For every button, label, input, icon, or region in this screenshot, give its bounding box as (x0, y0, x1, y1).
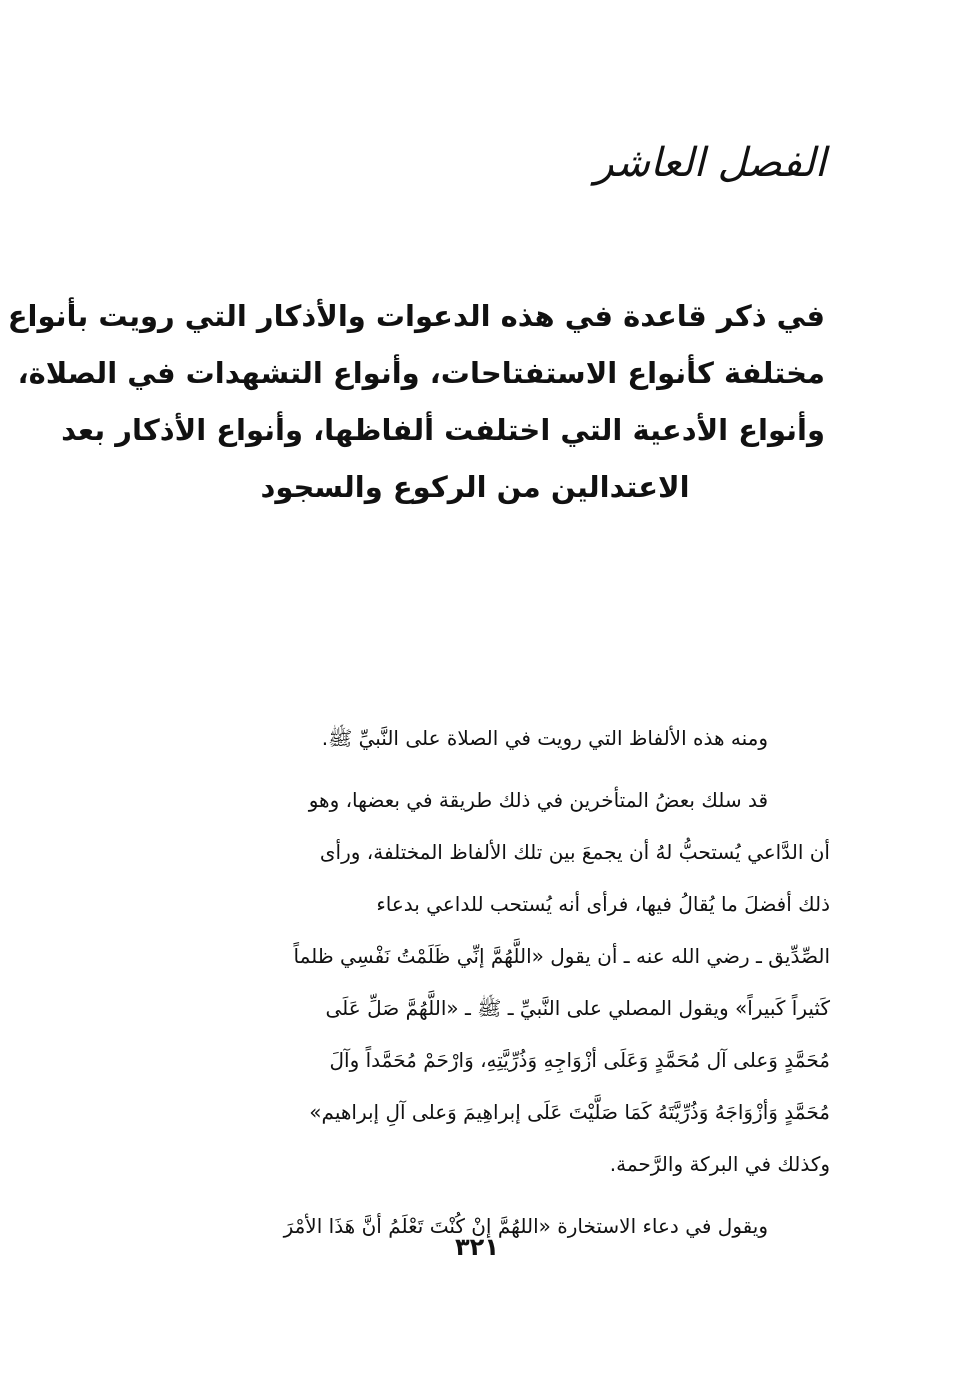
heading-line: الاعتدالين من الركوع والسجود (260, 470, 690, 504)
section-heading (7, 288, 825, 516)
paragraph-line: ومنه هذه الألفاظ التي رويت في الصلاة على النَّبيِّ ﷺ. (321, 726, 768, 750)
paragraph-line: الصِّدِّيق ـ رضي الله عنه ـ أن يقول «اللَّهُمَّ إنِّي ظَلَمْتُ نَفْسِي ظلماً (293, 944, 830, 968)
paragraph-line: مُحَمَّدٍ وَعلى آل مُحَمَّدٍ وَعَلَى أزْوَاجِهِ وَذُرِّيَّتِهِ، وَارْحَمْ مُحَمَّداً وآلَ (329, 1048, 830, 1072)
paragraph-line: مُحَمَّدٍ وَأزْوَاجَهُ وَذُرِّيَّتَهُ كَمَا صَلَّيْتَ عَلَى إبراهِيمَ وَعلى آلِ إبراهيم» (309, 1100, 830, 1124)
paragraph-line: قد سلك بعضُ المتأخرين في ذلك طريقة في بعضها، وهو (308, 788, 768, 812)
heading-line: وأنواع الأدعية التي اختلفت ألفاظها، وأنواع الأذكار بعد (61, 413, 825, 447)
paragraph-line: أن الدَّاعي يُستحبُّ لهُ أن يجمعَ بين تلك الألفاظ المختلفة، ورأى (319, 840, 830, 864)
paragraph-line: ذلك أفضلَ ما يُقالُ فيها، فرأى أنه يُستحب للداعي بدعاء (376, 892, 830, 916)
page-number: ٣٢١ (455, 1233, 499, 1261)
paragraph-line: كَثيراً كَبيراً» ويقول المصلي على النَّبيِّ ـ ﷺ ـ «اللَّهُمَّ صَلِّ عَلَى (325, 996, 830, 1020)
paragraph-line: ويقول في دعاء الاستخارة «اللهُمَّ إنْ كُنْتَ تَعْلَمُ أنَّ هَذَا الأمْرَ (283, 1214, 768, 1238)
body-text (130, 712, 830, 1252)
heading-line: مختلفة كأنواع الاستفتاحات، وأنواع التشهدات في الصلاة، (17, 356, 825, 390)
heading-line: في ذكر قاعدة في هذه الدعوات والأذكار التي رويت بأنواع (7, 299, 825, 333)
chapter-title: الفصل العاشر (594, 140, 826, 186)
paragraph-line: وكذلك في البركة والرَّحمة. (609, 1152, 830, 1176)
